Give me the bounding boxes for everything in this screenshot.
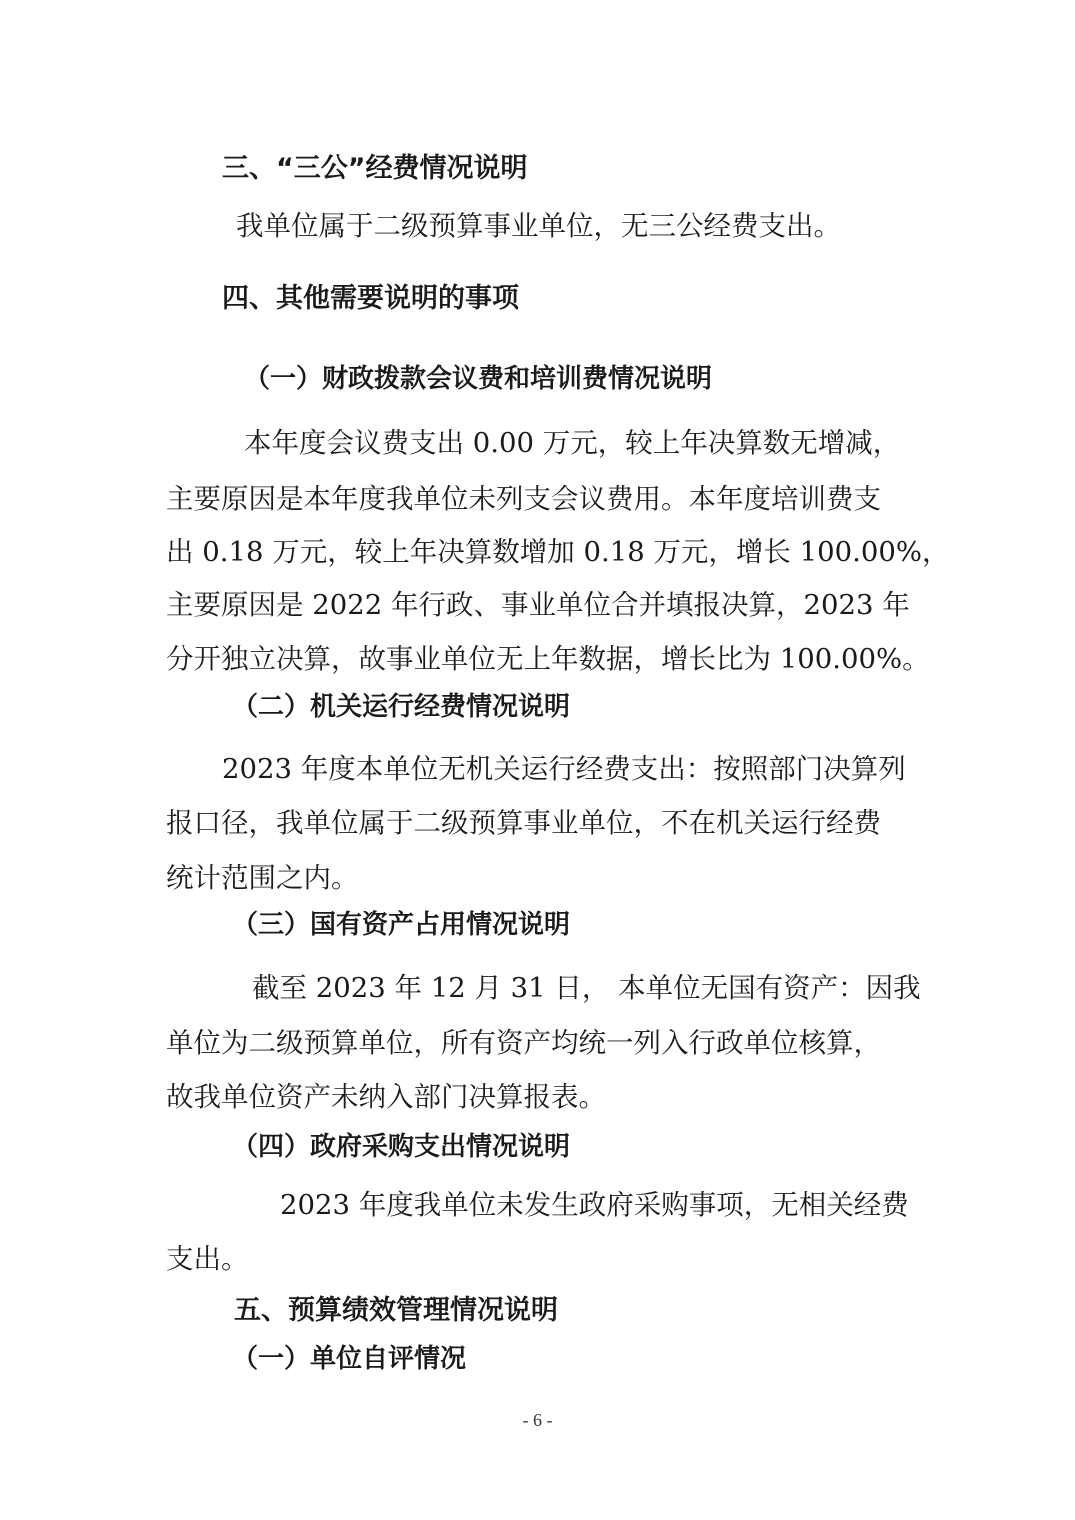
paragraph-line: 2023 年度我单位未发生政府采购事项，无相关经费: [280, 1189, 909, 1221]
section-5-heading: 五、预算绩效管理情况说明: [234, 1295, 558, 1326]
section-3-body: 我单位属于二级预算事业单位，无三公经费支出。: [236, 210, 841, 242]
section-4-2-heading: （二）机关运行经费情况说明: [232, 692, 571, 722]
section-4-heading: 四、其他需要说明的事项: [222, 283, 519, 314]
paragraph-line: 分开独立决算，故事业单位无上年数据，增长比为 100.00%。: [166, 643, 930, 675]
paragraph-line: 故我单位资产未纳入部门决算报表。: [166, 1081, 606, 1113]
page-number: - 6 -: [522, 1410, 553, 1430]
paragraph-line: 出 0.18 万元，较上年决算数增加 0.18 万元，增长 100.00%，: [166, 536, 950, 568]
section-5-1-heading: （一）单位自评情况: [232, 1344, 467, 1374]
paragraph-line: 主要原因是本年度我单位未列支会议费用。本年度培训费支: [166, 483, 881, 515]
paragraph-line: 报口径，我单位属于二级预算事业单位，不在机关运行经费: [166, 807, 881, 839]
paragraph-line: 单位为二级预算单位，所有资产均统一列入行政单位核算，: [166, 1027, 881, 1059]
paragraph-line: 主要原因是 2022 年行政、事业单位合并填报决算，2023 年: [166, 589, 910, 621]
section-4-1-heading: （一）财政拨款会议费和培训费情况说明: [244, 364, 713, 394]
paragraph-line: 本年度会议费支出 0.00 万元，较上年决算数无增减，: [244, 427, 901, 459]
paragraph-line: 2023 年度本单位无机关运行经费支出：按照部门决算列: [222, 753, 906, 785]
section-3-heading: 三、“三公”经费情况说明: [222, 153, 528, 184]
section-4-3-heading: （三）国有资产占用情况说明: [232, 910, 571, 940]
section-4-4-heading: （四）政府采购支出情况说明: [232, 1132, 571, 1162]
paragraph-line: 支出。: [166, 1243, 249, 1275]
paragraph-line: 截至 2023 年 12 月 31 日， 本单位无国有资产：因我: [252, 972, 921, 1004]
paragraph-line: 统计范围之内。: [166, 862, 359, 894]
